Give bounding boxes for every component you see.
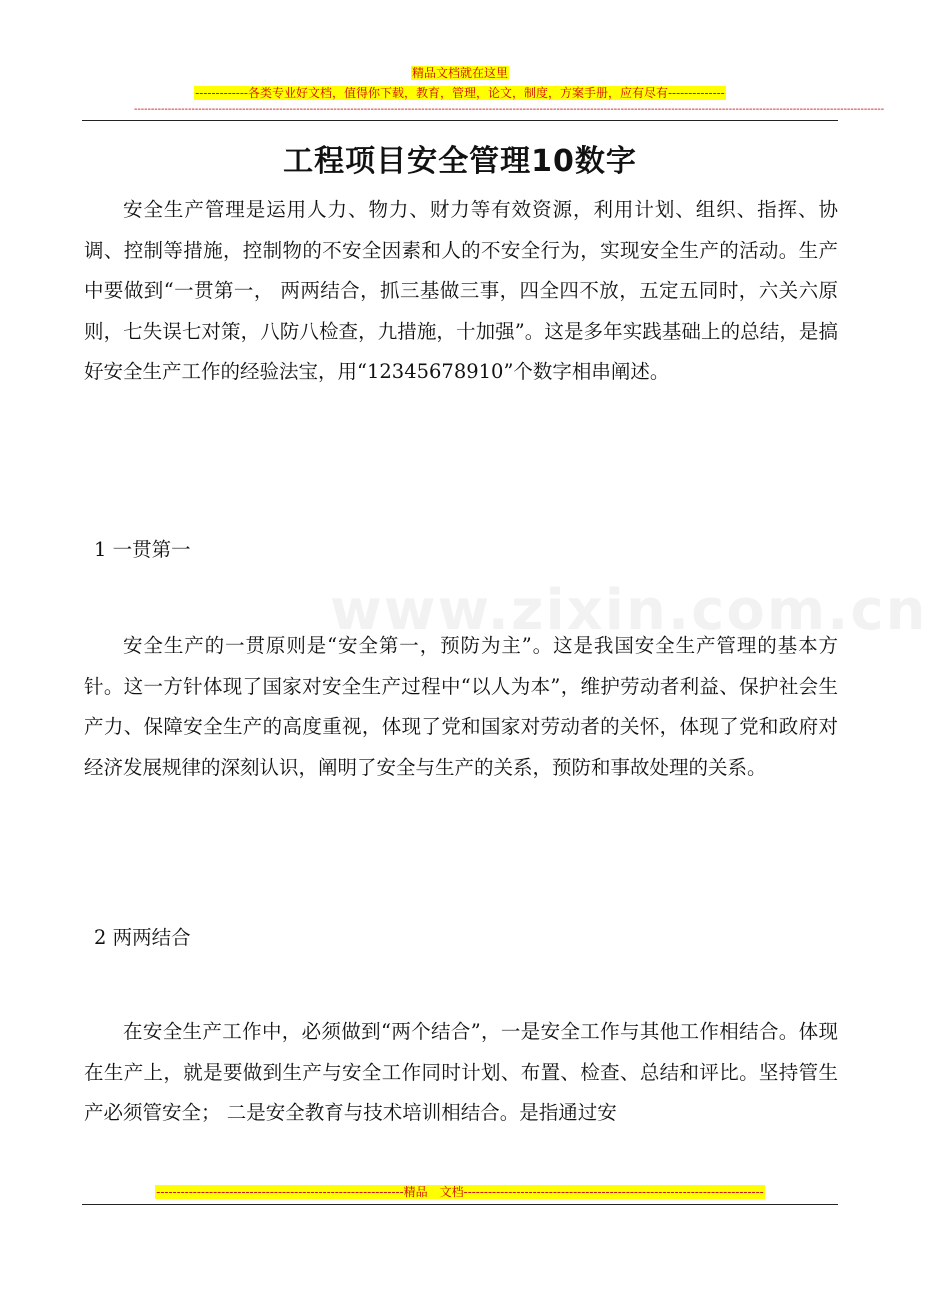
footer-row (0, 1185, 920, 1200)
header-subtitle: -------------各类专业好文档，值得你下载，教育，管理，论文，制度，方案手册，应有尽有-------------- (195, 86, 725, 100)
header-dash-line: ------------------------------------------------------------------------------------------------------------------------------------------------------------------------------------------------------------------------------ (134, 104, 885, 115)
footer-label: -------------------------------------------------------------精品 文档-------------------------------------------------------------------------- (156, 1185, 764, 1199)
watermark: www.zixin.com.cn (330, 578, 928, 643)
footer-rule (82, 1204, 838, 1205)
section-heading-2: 2 两两结合 (94, 926, 191, 949)
header-top-label: 精品文档就在这里 (411, 66, 508, 80)
header-top-label-row (0, 66, 920, 81)
section-body-1: 安全生产的一贯原则是“安全第一，预防为主”。这是我国安全生产管理的基本方针。这一方针体现了国家对安全生产过程中“以人为本”，维护劳动者利益、保护社会生产力、保障安全生产的高度重视，体现了党和国家对劳动者的关怀，体现了党和政府对经济发展规律的深刻认识，阐明了安全与生产的关系，预防和事故处理的关系。 (84, 634, 838, 779)
document-title: 工程项目安全管理10数字 (283, 144, 637, 179)
section-heading-1: 1 一贯第一 (94, 538, 191, 561)
section-body-2: 在安全生产工作中，必须做到“两个结合”，一是安全工作与其他工作相结合。体现在生产上，就是要做到生产与安全工作同时计划、布置、检查、总结和评比。坚持管生产必须管安全； 二是安全教育与技术培训相结合。是指通过安 (84, 1020, 838, 1124)
intro-paragraph: 安全生产管理是运用人力、物力、财力等有效资源，利用计划、组织、指挥、协调、控制等措施，控制物的不安全因素和人的不安全行为，实现安全生产的活动。生产中要做到“一贯第一， 两两结合，抓三基做三事，四全四不放，五定五同时，六关六原则，七失误七对策，八防八检查，九措施，十加强”。这是多年实践基础上的总结，是搞好安全生产工作的经验法宝，用“12345678910”个数字相串阐述。 (84, 198, 838, 383)
header-subtitle-row (0, 86, 920, 101)
header-rule (82, 120, 838, 121)
